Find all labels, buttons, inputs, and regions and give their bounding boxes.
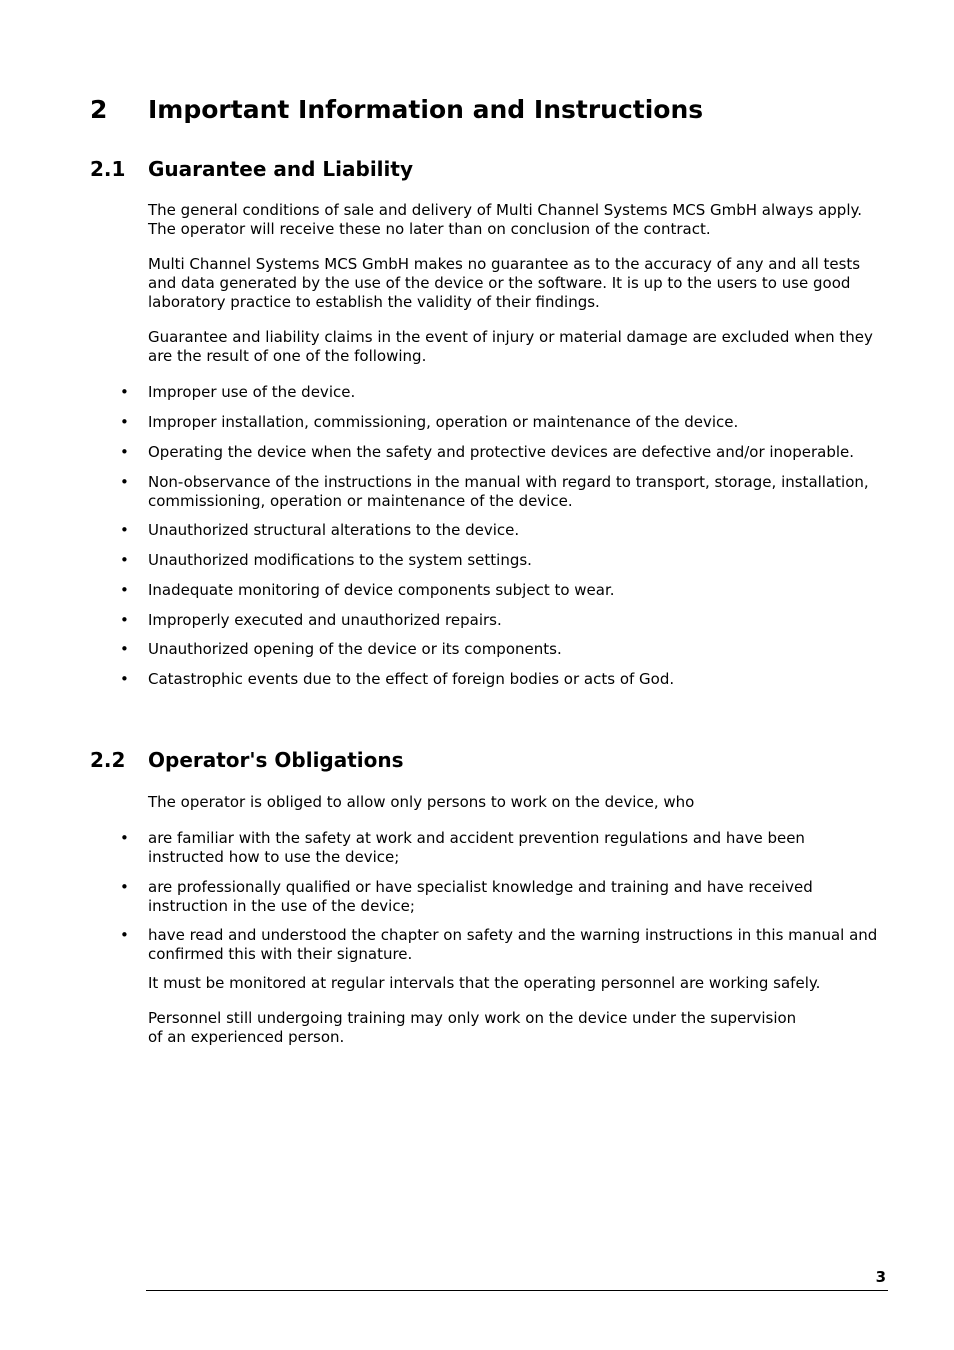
- bullet-symbol: •: [120, 670, 129, 688]
- list-item-text: are professionally qualified or have specialist knowledge and training and have received instruction in the use of the device;: [148, 878, 813, 915]
- list-item-text: Improper use of the device.: [148, 383, 356, 401]
- bullet-symbol: •: [120, 551, 129, 569]
- list-item-text: Improperly executed and unauthorized repairs.: [148, 611, 502, 629]
- section-number: 2.2: [90, 748, 126, 772]
- paragraph-operator-intro: The operator is obliged to allow only persons to work on the device, who: [148, 793, 695, 811]
- bullet-symbol: •: [120, 443, 129, 461]
- list-item: [120, 640, 880, 659]
- list-item-text: Non-observance of the instructions in the manual with regard to transport, storage, installation, commissioning, operation or maintenance of the device.: [148, 473, 869, 510]
- list-item-text: Inadequate monitoring of device components subject to wear.: [148, 581, 615, 599]
- section-title: Operator's Obligations: [148, 748, 404, 772]
- bullet-symbol: •: [120, 473, 129, 491]
- list-item: [120, 611, 880, 630]
- paragraph-training: Personnel still undergoing training may only work on the device under the supervision of an experienced person.: [148, 1009, 797, 1046]
- list-item-text: Improper installation, commissioning, operation or maintenance of the device.: [148, 413, 739, 431]
- bullet-symbol: •: [120, 878, 129, 896]
- chapter-number: 2: [90, 95, 108, 124]
- list-item: [120, 670, 880, 689]
- list-item: [120, 473, 880, 511]
- chapter-title: Important Information and Instructions: [148, 95, 704, 124]
- list-item-text: are familiar with the safety at work and accident prevention regulations and have been instructed how to use the device;: [148, 829, 805, 866]
- section-heading-guarantee: [90, 156, 413, 182]
- section-title: Guarantee and Liability: [148, 157, 413, 181]
- list-item: [120, 443, 880, 462]
- bullet-symbol: •: [120, 640, 129, 658]
- bullet-symbol: •: [120, 611, 129, 629]
- list-item: [120, 383, 880, 402]
- list-item: [120, 551, 880, 570]
- list-item: [120, 926, 880, 964]
- bullet-symbol: •: [120, 521, 129, 539]
- paragraph-claims-excluded: Guarantee and liability claims in the event of injury or material damage are excluded when they are the result of one of the following.: [148, 328, 873, 365]
- list-item: [120, 413, 880, 432]
- list-item: [120, 829, 880, 867]
- paragraph-monitoring: It must be monitored at regular intervals that the operating personnel are working safely.: [148, 974, 821, 992]
- bullet-symbol: •: [120, 413, 129, 431]
- bullet-symbol: •: [120, 383, 129, 401]
- footer-divider: [146, 1290, 888, 1291]
- bullet-symbol: •: [120, 926, 129, 944]
- list-item-text: have read and understood the chapter on safety and the warning instructions in this manual and confirmed this with their signature.: [148, 926, 878, 963]
- bullet-symbol: •: [120, 581, 129, 599]
- paragraph-conditions: The general conditions of sale and delivery of Multi Channel Systems MCS GmbH always apply. The operator will receive these no later than on conclusion of the contract.: [148, 201, 862, 238]
- list-item-text: Unauthorized structural alterations to the device.: [148, 521, 520, 539]
- list-item-text: Unauthorized opening of the device or its components.: [148, 640, 562, 658]
- list-item: [120, 581, 880, 600]
- list-item-text: Catastrophic events due to the effect of foreign bodies or acts of God.: [148, 670, 675, 688]
- list-item: [120, 521, 880, 540]
- bullet-symbol: •: [120, 829, 129, 847]
- list-item-text: Unauthorized modifications to the system settings.: [148, 551, 532, 569]
- list-item: [120, 878, 880, 916]
- section-number: 2.1: [90, 157, 126, 181]
- list-item-text: Operating the device when the safety and protective devices are defective and/or inoperable.: [148, 443, 855, 461]
- section-heading-obligations: [90, 747, 404, 773]
- chapter-heading: [90, 94, 703, 126]
- paragraph-no-guarantee: Multi Channel Systems MCS GmbH makes no guarantee as to the accuracy of any and all tests and data generated by the use of the device or the software. It is up to the users to use good laboratory practice to establish the validity of their findings.: [148, 255, 861, 311]
- page-number: 3: [875, 1268, 886, 1286]
